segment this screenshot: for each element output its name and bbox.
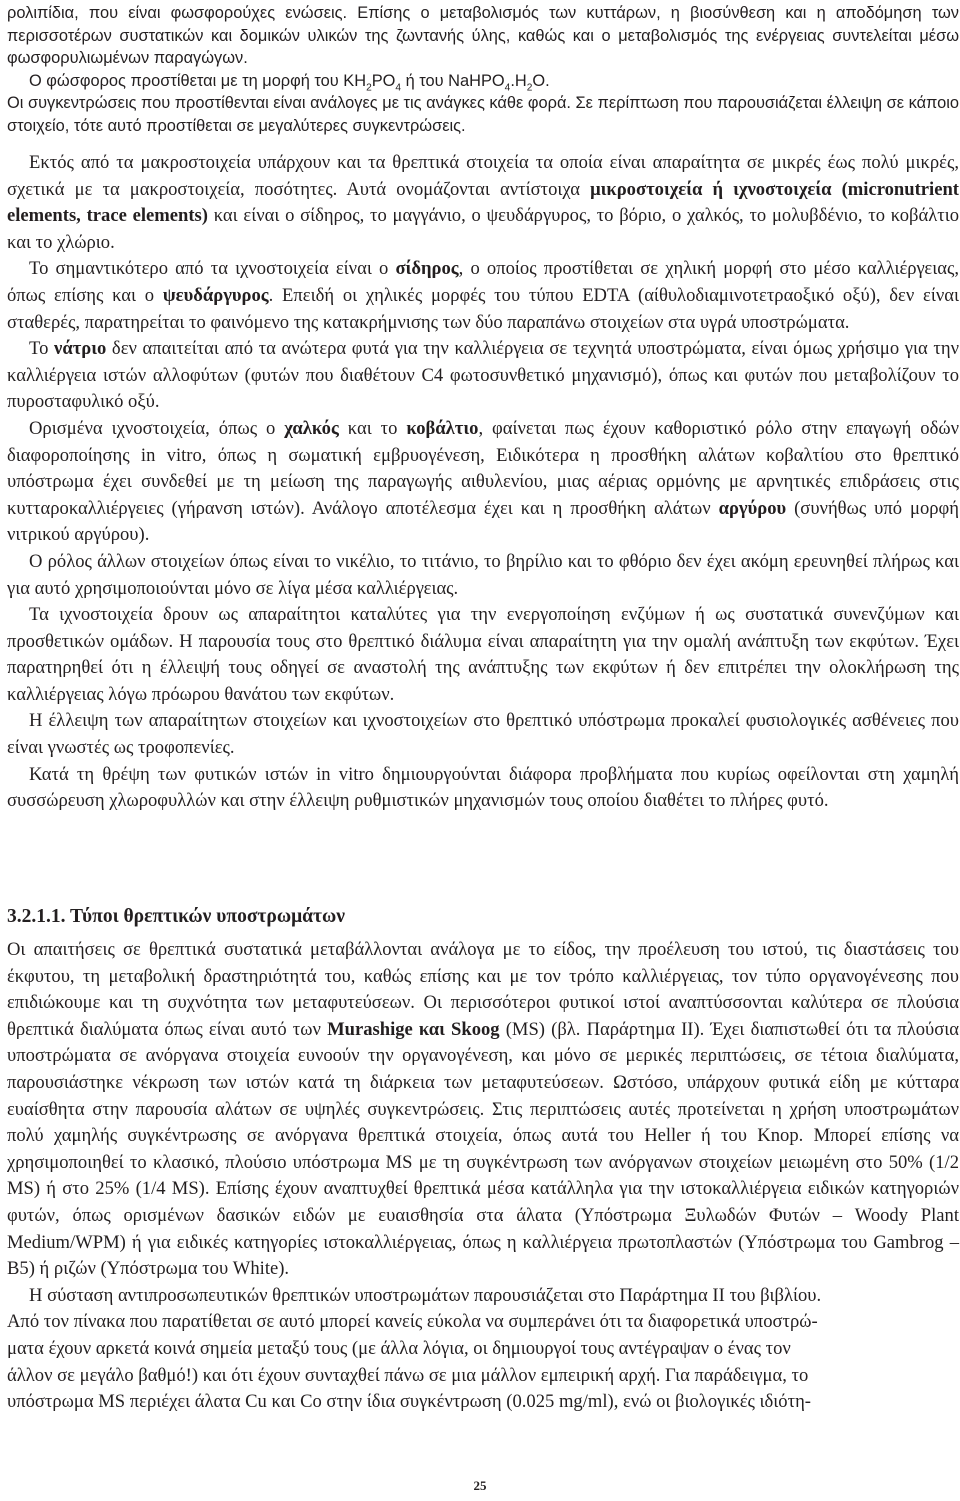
text-line: άλλον σε μεγάλο βαθμό!) και ότι έχουν συνταχθεί πάνω σε μια μάλλον εμπειρική αρχή. Για παράδειγμα, το [7, 1364, 809, 1386]
text-line: Από τον πίνακα που παρατίθεται σε αυτό μπορεί κανείς εύκολα να συμπεράνει ότι τα διαφορετικά υποστρώ- [7, 1311, 818, 1333]
paragraph-requirements: Οι απαιτήσεις σε θρεπτικά συστατικά μεταβάλλονται ανάλογα με το είδος, την προέλευση του ιστού, τις διαστάσεις του έκφυτου, τη μεταβολική δραστηριότητά του, καθώς επίσης και με τον τρόπο καλλιέργειας, τον τύπο οργανογένεσης που επιδιώκουμε και τη συχνότητα των μεταφυτεύσεων. Οι περισσότεροι φυτικοί ιστοί αναπτύσσονται καλύτερα σε πλούσια θρεπτικά διαλύματα όπως είναι αυτό των Murashige και Skoog (MS) (βλ. Παράρτημα ΙΙ). Έχει διαπιστωθεί ότι τα πλούσια υποστρώματα σε ανόργανα στοιχεία ευνοούν την οργανογένεση, και μόνο σε μερικές περιπτώσεις, σε τέτοια διαλύματα, παρουσιάστηκε νέκρωση των ιστών κατά τη διάρκεια των μεταφυτεύσεων. Ωστόσο, υπάρχουν φυτικά είδη με κύτταρα ευαίσθητα στην παρουσία αλάτων σε υψηλές συγκεντρώσεις. Στις περιπτώσεις αυτές προτείνεται η χρήση υποστρωμάτων πολύ χαμηλής συγκέντρωσης σε ανόργανα θρεπτικά στοιχεία, όπως αυτά του Heller ή του Knop. Μπορεί επίσης να χρησιμοποιηθεί το κλασικό, πλούσιο υπόστρωμα MS με τη συγκέντρωση των ανόργανων στοιχείων μειωμένη στο 50% (1/2 MS) ή στο 25% (1/4 MS). Επίσης έχουν αναπτυχθεί θρεπτικά μέσα κατάλληλα για την ιστοκαλλιέργεια ειδικών κατηγοριών φυτών, όπως ορισμένων δασικών ειδών με ευαισθησία στα άλατα (Υπόστρωμα Ξυλωδών Φυτών – Woody Plant Medium/WPM) ή για ειδικές κατηγορίες ιστοκαλλιέργειας, όπως η καλλιέργεια πρωτοπλαστών (Υπόστρωμα του Gambrog – B5) ή ριζών (Υπόστρωμα του White). [7, 939, 960, 1280]
paragraph-other-elements: Ο ρόλος άλλων στοιχείων όπως είναι το νικέλιο, το τιτάνιο, το βηρίλιο και το φθόριο δεν έχει ακόμη ερευνηθεί πλήρως και για αυτό χρησιμοποιούνται μόνο σε λίγα μέσα καλλιέργειας. [7, 550, 959, 599]
paragraph-deficiency: Η έλλειψη των απαραίτητων στοιχείων και ιχνοστοιχείων στο θρεπτικό υπόστρωμα προκαλεί φυσιολογικές ασθένειες που είναι γνωστές ως τροφοπενίες. [7, 710, 959, 759]
paragraph-sodium: Το νάτριο δεν απαιτείται από τα ανώτερα φυτά για την καλλιέργεια σε τεχνητά υποστρώματα, είναι όμως χρήσιμο για την καλλιέργεια ιστών αλλοφύτων (φυτών που διαθέτουν C4 φωτοσυνθετικό μηχανισμό), όπως και φυτών που μεταβολίζουν το πυροσταφυλικό οξύ. [7, 338, 959, 413]
text-line: υπόστρωμα MS περιέχει άλατα Cu και Co στην ίδια συγκέντρωση (0.025 mg/ml), ενώ οι βιολογικές ιδιότη- [7, 1391, 811, 1413]
intro-block [7, 2, 959, 138]
paragraph-in-vitro-problems: Κατά τη θρέψη των φυτικών ιστών in vitro δημιουργούνται διάφορα προβλήματα που κυρίως οφείλονται στη χαμηλή συσσώρευση χλωροφυλλών και στην έλλειψη ρυθμιστικών μηχανισμών τους οποίου διαθέτει το πλήρες φυτό. [7, 763, 959, 812]
section-block [7, 937, 959, 1416]
paragraph-micronutrients: Εκτός από τα μακροστοιχεία υπάρχουν και τα θρεπτικά στοιχεία τα οποία είναι απαραίτητα σε μικρές έως πολύ μικρές, σχετικά με τα μακροστοιχεία, ποσότητες. Αυτά ονομάζονται αντίστοιχα μικροστοιχεία ή ιχνοστοιχεία (micronutrient elements, trace elements) και είναι ο σίδηρος, το μαγγάνιο, ο ψευδάργυρος, το βόριο, ο χαλκός, το μολυβδένιο, το κοβάλτιο και το χλώριο. [7, 152, 960, 253]
text-line: ματα έχουν αρκετά κοινά σημεία μεταξύ τους (με άλλα λόγια, οι δημιουργοί τους αντέγραψαν ο ένας τον [7, 1337, 791, 1359]
paragraph-iron: Το σημαντικότερο από τα ιχνοστοιχεία είναι ο σίδηρος, ο οποίος προστίθεται σε χηλική μορφή στο μέσο καλλιέργειας, όπως επίσης και ο ψευδάργυρος. Επειδή οι χηλικές μορφές του τύπου EDTA (αίθυλοδιαμινοτετραοξικό οξύ), δεν είναι σταθερές, παρατηρείται το φαινόμενο της κατακρήμνισης των δύο παραπάνω στοιχείων στα υγρά υποστρώματα. [7, 258, 959, 333]
paragraph-concentrations: Οι συγκεντρώσεις που προστίθενται είναι ανάλογες με τις ανάγκες κάθε φορά. Σε περίπτωση που παρουσιάζεται έλλειψη σε κάποιο στοιχείο, τότε αυτό προστίθεται σε μεγαλύτερες συγκεντρώσεις. [7, 94, 959, 135]
page-number: 25 [473, 1478, 487, 1493]
paragraph-copper-cobalt: Ορισμένα ιχνοστοιχεία, όπως ο χαλκός και το κοβάλτιο, φαίνεται πως έχουν καθοριστικό ρόλο στην επαγωγή οδών διαφοροποίησης in vitro, όπως η σωματική εμβρυογένεση, Ειδικότερα η προσθήκη αλάτων κοβαλτίου στο θρεπτικό υπόστρωμα έχει συνδεθεί με τη μείωση της παραγωγής αιθυλενίου, μιας αέριας ορμόνης με αρνητικές επιδράσεις στις κυτταροκαλλιέργειες (γήρανση ιστών). Ανάλογο αποτέλεσμα έχει και η προσθήκη αλάτων αργύρου (συνήθως υπό μορφή νιτρικού αργύρου). [7, 417, 959, 546]
body-block [7, 150, 959, 815]
section-heading: 3.2.1.1. Τύποι θρεπτικών υποστρωμάτων [7, 906, 345, 927]
paragraph-composition [7, 1283, 959, 1416]
text-line: Η σύσταση αντιπροσωπευτικών θρεπτικών υποστρωμάτων παρουσιάζεται στο Παράρτημα ΙΙ του βιβλίου. [29, 1284, 822, 1306]
paragraph-phosphorus-form: Ο φώσφορος προστίθεται με τη μορφή του $KH_2PO_4$ ή του $NaHPO_4.H_2O$. [29, 71, 550, 94]
paragraph-phospholipids: ρολιπίδια, που είναι φωσφορούχες ενώσεις. Επίσης ο μεταβολισμός των κυττάρων, η βιοσύνθεση και η αποδόμηση των περισσοτέρων συστατικών και δομικών υλικών της ζωντανής ύλης, καθώς και ο μεταβολισμός της ενέργειας συντελείται μέσω φωσφορυλιωμένων παραγώγων. [7, 4, 959, 68]
paragraph-catalysts: Τα ιχνοστοιχεία δρουν ως απαραίτητοι καταλύτες για την ενεργοποίηση ενζύμων ή ως συστατικά συνενζύμων και προσθετικών ομάδων. Η παρουσία τους στο θρεπτικό διάλυμα είναι απαραίτητη για την ομαλή ανάπτυξη των εκφύτων. Έχει παρατηρηθεί ότι η έλλειψή τους οδηγεί σε αναστολή της ανάπτυξης των εκφύτων ή δεν επιτρέπει την ολοκλήρωση της καλλιέργειας λόγω πρόωρου θανάτου των εκφύτων. [7, 604, 959, 705]
